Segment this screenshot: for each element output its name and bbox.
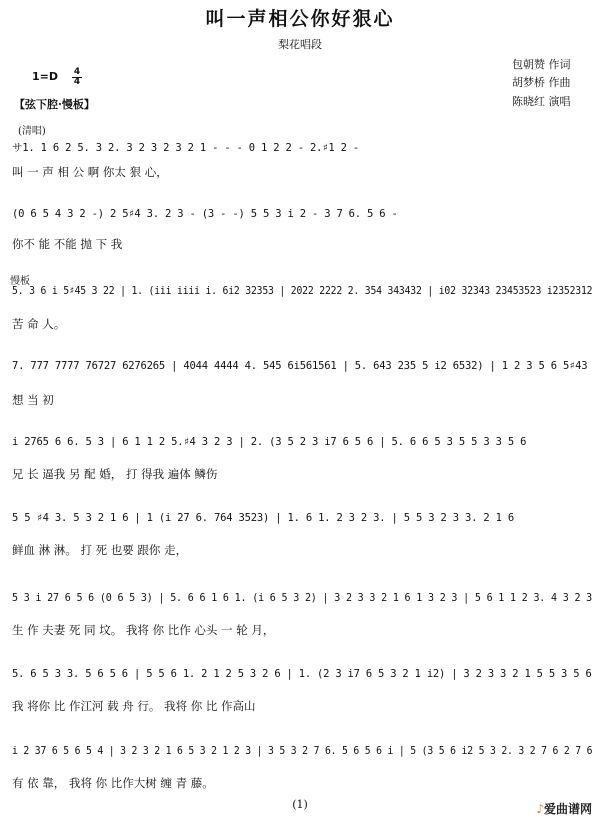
- notation-line: 5. 6 5 3 3. 5 6 5 6 | 5 5 6 1. 2 1 2 5 3 2 6 | 1. (2 3 i7 6 5 3 2 1 i2) | 3 2 3 3 2 1 5 5 3 5 6: [12, 668, 592, 680]
- watermark-text: 爱曲谱网: [543, 802, 592, 816]
- time-signature: [72, 68, 82, 87]
- lyrics-line: 苦 命 人。: [12, 317, 66, 331]
- lyrics-line: 兄 长 逼我 另 配 婚， 打 得我 遍体 鳞伤: [12, 467, 218, 481]
- lyrics-line: 我 将你 比 作江河 载 舟 行。 我将 你 比 作高山: [12, 699, 256, 713]
- notation-line: 5 3 i 27 6 5 6 (0 6 5 3) | 5. 6 6 1 6 1. (i 6 5 3 2) | 3 2 3 3 2 1 6 1 3 2 3 | 5 6 1 1 2 3. 4 3 2 3: [12, 592, 593, 604]
- watermark: [536, 800, 592, 817]
- notation-line: (0 6 5 4 3 2 -) 2 5♯4 3. 2 3 - (3 - -) 5 5 3 i 2 - 3 7 6. 5 6 -: [12, 208, 398, 220]
- time-signature-bottom: 4: [73, 77, 81, 87]
- time-signature-top: 4: [73, 67, 81, 77]
- qingchang-mark: (清唱): [18, 126, 46, 137]
- section-mark-xiaqiang: 【弦下腔·慢板】: [14, 98, 95, 111]
- lyrics-line: 生 作 夫妻 死 同 坟。 我将 你 比作 心头 一 轮 月，: [12, 623, 275, 637]
- singer-credit: 陈晓红 演唱: [512, 95, 571, 108]
- notation-line: サ1. 1 6 2 5. 3 2. 3 2 3 2 3 2 1 - - - 0 1 2 2 - 2.♯1 2 -: [12, 142, 359, 154]
- notation-line: 7. 777 7777 76727 6276265 | 4044 4444 4. 545 6i561561 | 5. 643 235 5 i2 6532) | 1 2 3 5 6 5♯43: [12, 360, 588, 372]
- page-number: (1): [292, 798, 308, 811]
- eighth-note-icon: ♪: [536, 802, 544, 816]
- lyrics-line: 你不 能 不能 抛 下 我: [12, 237, 123, 251]
- lyrics-line: 鲜血 淋 淋。 打 死 也要 跟你 走，: [12, 543, 188, 557]
- lyrics-line: 叫 一 声 相 公 啊 你太 狠 心，: [12, 165, 168, 179]
- notation-line: i 2 37 6 5 6 5 4 | 3 2 3 2 1 6 5 3 2 1 2 3 | 3 5 3 2 7 6. 5 6 5 6 i | 5 (3 5 6 i2 5 3 2. 3 2 7 6 2 7 6: [12, 745, 593, 757]
- key-signature: 1=D: [32, 70, 59, 83]
- lyrics-line: 有 依 靠， 我将 你 比作大树 缠 青 藤。: [12, 776, 214, 790]
- page-title: 叫一声相公你好狠心: [205, 8, 395, 30]
- lyricist-credit: 包朝赞 作词: [512, 58, 571, 71]
- page-subtitle: 梨花唱段: [278, 38, 322, 51]
- manban-mark: 慢板: [10, 276, 30, 287]
- notation-line: 5. 3 6 i 5♯45 3 22 | 1. (iii iiii i. 6i2 32353 | 2022 2222 2. 354 343432 | i02 32343 23453523 i2352312: [12, 285, 593, 297]
- composer-credit: 胡梦桥 作曲: [512, 76, 571, 89]
- notation-line: i 2765 6 6. 5 3 | 6 1 1 2 5.♯4 3 2 3 | 2. (3 5 2 3 i7 6 5 6 | 5. 6 6 5 3 5 5 3 3 5 6: [12, 436, 527, 448]
- lyrics-line: 想 当 初: [12, 393, 54, 407]
- notation-line: 5 5 ♯4 3. 5 3 2 1 6 | 1 (i 27 6. 764 3523) | 1. 6 1. 2 3 2 3. | 5 5 3 2 3 3. 2 1 6: [12, 512, 514, 524]
